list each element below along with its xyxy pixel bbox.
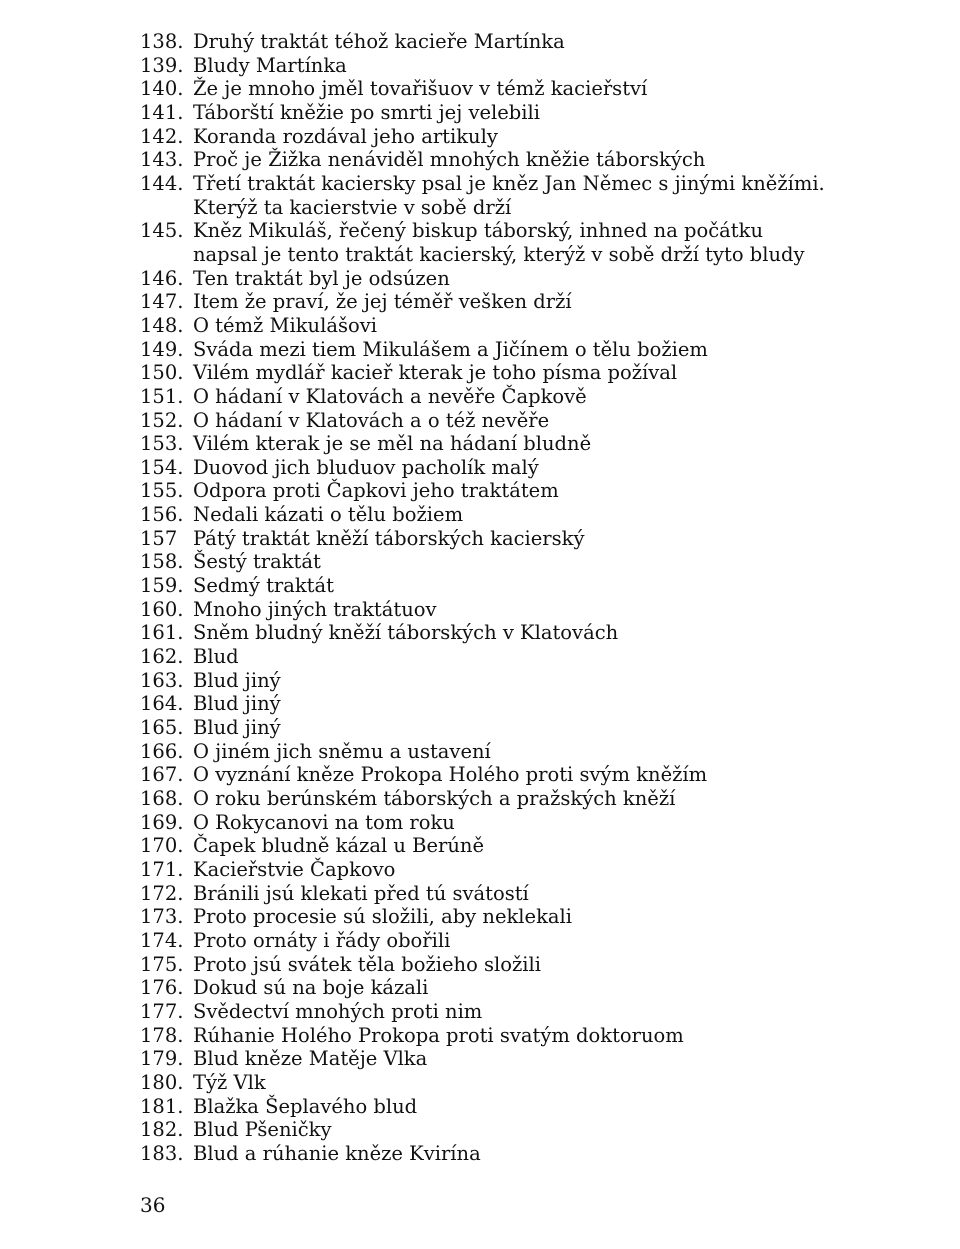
entry-number: 170. — [140, 834, 184, 858]
entry-number: 154. — [140, 455, 184, 479]
entry-title-line: Šestý traktát — [193, 550, 321, 574]
list-item — [140, 527, 920, 551]
list-item — [140, 77, 920, 101]
entry-number: 157 — [140, 526, 178, 550]
entry-number: 176. — [140, 976, 184, 1000]
entry-title — [193, 101, 540, 125]
entry-number: 162. — [140, 645, 184, 669]
entry-title — [193, 409, 549, 433]
entry-title — [193, 645, 239, 669]
list-item — [140, 432, 920, 456]
entry-number: 143. — [140, 148, 184, 172]
list-item — [140, 976, 920, 1000]
entry-title — [193, 479, 559, 503]
entry-title-line: Týž Vlk — [193, 1070, 266, 1094]
entry-title — [193, 125, 498, 149]
entry-number: 164. — [140, 692, 184, 716]
entry-number: 172. — [140, 881, 184, 905]
entry-title — [193, 1047, 427, 1071]
entry-title-line: Vilém mydlář kacieř kterak je toho písma požíval — [193, 361, 678, 385]
list-item — [140, 385, 920, 409]
list-item — [140, 740, 920, 764]
list-item — [140, 692, 920, 716]
entry-number: 159. — [140, 574, 184, 598]
entry-title — [193, 692, 281, 716]
entry-title — [193, 219, 805, 266]
entry-title-line: Ten traktát byl je odsúzen — [193, 266, 450, 290]
entry-number: 165. — [140, 716, 184, 740]
list-item — [140, 953, 920, 977]
entry-number: 166. — [140, 739, 184, 763]
entry-number: 141. — [140, 100, 184, 124]
entry-number: 155. — [140, 479, 184, 503]
entry-title — [193, 550, 321, 574]
list-item — [140, 148, 920, 172]
entry-number: 171. — [140, 857, 184, 881]
list-item — [140, 1000, 920, 1024]
list-item — [140, 598, 920, 622]
entry-number: 148. — [140, 313, 184, 337]
entry-number: 153. — [140, 432, 184, 456]
entry-number: 179. — [140, 1047, 184, 1071]
list-item — [140, 361, 920, 385]
list-item — [140, 1047, 920, 1071]
entry-title — [193, 811, 455, 835]
entry-title-line: Mnoho jiných traktátuov — [193, 597, 437, 621]
entry-title-line: Proto jsú svátek těla božieho složili — [193, 952, 541, 976]
entry-title-line: Kněz Mikuláš, řečený biskup táborský, inhned na počátku — [193, 219, 764, 243]
entry-title-line: Kacieřstvie Čapkovo — [193, 857, 396, 881]
entry-title — [193, 361, 677, 385]
entry-title-line: Třetí traktát kaciersky psal je kněz Jan Němec s jinými kněžími. — [193, 171, 825, 195]
entry-title — [193, 432, 591, 456]
entry-title-line: Blud jiný — [193, 716, 281, 740]
list-item — [140, 929, 920, 953]
entry-title-line: Proč je Žižka nenáviděl mnohých kněžie táborských — [193, 148, 706, 172]
list-item — [140, 219, 920, 266]
list-item — [140, 1142, 920, 1166]
entry-title — [193, 976, 428, 1000]
entry-title — [193, 77, 647, 101]
list-item — [140, 669, 920, 693]
entry-title-line: O hádaní v Klatovách a o též nevěře — [193, 408, 550, 432]
entry-title — [193, 905, 572, 929]
entry-number: 174. — [140, 928, 184, 952]
list-item — [140, 456, 920, 480]
list-item — [140, 290, 920, 314]
entry-title-line: O roku berúnském táborských a pražských kněží — [193, 787, 676, 810]
entry-number: 138. — [140, 30, 184, 53]
entry-title-line: Item že praví, že jej téměř vešken drží — [193, 290, 572, 314]
list-item — [140, 30, 920, 54]
list-item — [140, 574, 920, 598]
entry-title-line: Bránili jsú klekati před tú svátostí — [193, 881, 529, 905]
entry-title-line: Dokud sú na boje kázali — [193, 976, 429, 1000]
entry-title — [193, 953, 541, 977]
entry-title — [193, 1071, 266, 1095]
entry-title-line: Rúhanie Holého Prokopa proti svatým doktoruom — [193, 1023, 684, 1047]
entry-title-line: Blud a rúhanie kněze Kvirína — [193, 1141, 481, 1165]
list-item — [140, 882, 920, 906]
list-item — [140, 550, 920, 574]
entry-title-line: O Rokycanovi na tom roku — [193, 810, 455, 834]
entry-title-line: Svědectví mnohých proti nim — [193, 999, 483, 1023]
entry-title — [193, 882, 529, 906]
entry-number: 181. — [140, 1094, 184, 1118]
entry-title — [193, 834, 484, 858]
entry-title-line: Táborští kněžie po smrti jej velebili — [193, 100, 540, 124]
entry-title — [193, 172, 825, 219]
list-item — [140, 338, 920, 362]
entry-title — [193, 669, 281, 693]
entry-number: 151. — [140, 384, 184, 408]
entry-number: 142. — [140, 124, 184, 148]
entry-title-line: Koranda rozdával jeho artikuly — [193, 124, 498, 148]
entry-title-line: Proto ornáty i řády obořili — [193, 928, 451, 952]
entry-number: 160. — [140, 597, 184, 621]
entry-number: 175. — [140, 952, 184, 976]
entry-title-line: Sváda mezi tiem Mikulášem a Jičínem o tělu božiem — [193, 337, 708, 361]
list-item — [140, 1071, 920, 1095]
entry-title — [193, 716, 281, 740]
entry-title — [193, 1118, 332, 1142]
entry-title — [193, 30, 565, 54]
entry-title — [193, 267, 450, 291]
entry-title-line: Čapek bludně kázal u Berúně — [193, 834, 485, 858]
list-item — [140, 763, 920, 787]
list-item — [140, 621, 920, 645]
entry-title-line: Duovod jich bluduov pacholík malý — [193, 455, 539, 479]
page-number: 36 — [140, 1193, 166, 1217]
entry-title-line: O jiném jich sněmu a ustavení — [193, 739, 491, 763]
entry-title-line: Kterýž ta kacierstvie v sobě drží — [193, 195, 512, 219]
entry-title — [193, 598, 437, 622]
entry-number: 168. — [140, 787, 184, 810]
entry-title — [193, 338, 708, 362]
entry-title — [193, 385, 587, 409]
entry-title — [193, 763, 707, 787]
entry-number: 173. — [140, 905, 184, 929]
entry-number: 169. — [140, 810, 184, 834]
entry-title-line: Blud jiný — [193, 692, 281, 716]
entry-number: 158. — [140, 550, 184, 574]
entry-title-line: O témž Mikulášovi — [193, 313, 377, 337]
list-item — [140, 1095, 920, 1119]
entry-title-line: Blažka Šeplavého blud — [193, 1094, 418, 1118]
entry-title-line: Proto procesie sú složili, aby neklekali — [193, 905, 573, 929]
entry-number: 163. — [140, 668, 184, 692]
entry-number: 183. — [140, 1141, 184, 1165]
list-item — [140, 54, 920, 78]
entry-number: 180. — [140, 1070, 184, 1094]
list-item — [140, 172, 920, 219]
entry-title — [193, 54, 347, 78]
list-item — [140, 101, 920, 125]
list-item — [140, 811, 920, 835]
entry-title — [193, 787, 675, 811]
entry-title-line: O vyznání kněze Prokopa Holého proti svým kněžím — [193, 763, 708, 787]
entry-number: 167. — [140, 763, 184, 787]
entry-title — [193, 456, 539, 480]
entry-number: 146. — [140, 266, 184, 290]
entry-title — [193, 527, 584, 551]
entry-number: 139. — [140, 53, 184, 77]
entry-number: 152. — [140, 408, 184, 432]
entry-title-line: Vilém kterak je se měl na hádaní bludně — [193, 432, 592, 456]
list-item — [140, 314, 920, 338]
entry-title-line: Sedmý traktát — [193, 574, 334, 598]
entry-title — [193, 148, 705, 172]
entry-number: 178. — [140, 1023, 184, 1047]
entry-title-line: Že je mnoho jměl tovařišuov v témž kacieřství — [193, 77, 648, 101]
entry-title-line: Blud kněze Matěje Vlka — [193, 1047, 428, 1071]
entry-number: 161. — [140, 621, 184, 645]
entry-title-line: napsal je tento traktát kacierský, kterýž v sobě drží tyto bludy — [193, 242, 805, 266]
list-item — [140, 267, 920, 291]
entry-title — [193, 574, 334, 598]
entry-title-line: Blud Pšeničky — [193, 1118, 332, 1142]
entry-title-line: Odpora proti Čapkovi jeho traktátem — [193, 479, 559, 503]
entry-title-line: Druhý traktát téhož kacieře Martínka — [193, 30, 565, 53]
entry-number: 140. — [140, 77, 184, 101]
entry-title-line: Bludy Martínka — [193, 53, 347, 77]
list-item — [140, 716, 920, 740]
entry-title — [193, 314, 377, 338]
entry-number: 177. — [140, 999, 184, 1023]
entry-title — [193, 1024, 684, 1048]
list-item — [140, 1024, 920, 1048]
entry-number: 147. — [140, 290, 184, 314]
entry-title — [193, 1000, 482, 1024]
entry-title — [193, 858, 395, 882]
entry-title — [193, 503, 463, 527]
entry-number: 145. — [140, 219, 184, 243]
entry-title-line: Pátý traktát kněží táborských kacierský — [193, 526, 585, 550]
chapter-list — [140, 30, 920, 1166]
entry-number: 144. — [140, 171, 184, 195]
list-item — [140, 858, 920, 882]
entry-title-line: Blud jiný — [193, 668, 281, 692]
entry-title-line: Blud — [193, 645, 239, 669]
list-item — [140, 787, 920, 811]
list-item — [140, 125, 920, 149]
list-item — [140, 905, 920, 929]
list-item — [140, 409, 920, 433]
list-item — [140, 645, 920, 669]
entry-title — [193, 740, 491, 764]
entry-number: 156. — [140, 503, 184, 527]
entry-number: 150. — [140, 361, 184, 385]
entry-title-line: O hádaní v Klatovách a nevěře Čapkově — [193, 384, 587, 408]
entry-title — [193, 1095, 417, 1119]
list-item — [140, 834, 920, 858]
entry-title — [193, 290, 572, 314]
entry-title — [193, 1142, 481, 1166]
list-item — [140, 479, 920, 503]
entry-title — [193, 621, 618, 645]
entry-title-line: Nedali kázati o tělu božiem — [193, 503, 464, 527]
entry-number: 149. — [140, 337, 184, 361]
entry-title — [193, 929, 450, 953]
entry-title-line: Sněm bludný kněží táborských v Klatovách — [193, 621, 619, 645]
list-item — [140, 503, 920, 527]
list-item — [140, 1118, 920, 1142]
entry-number: 182. — [140, 1118, 184, 1142]
